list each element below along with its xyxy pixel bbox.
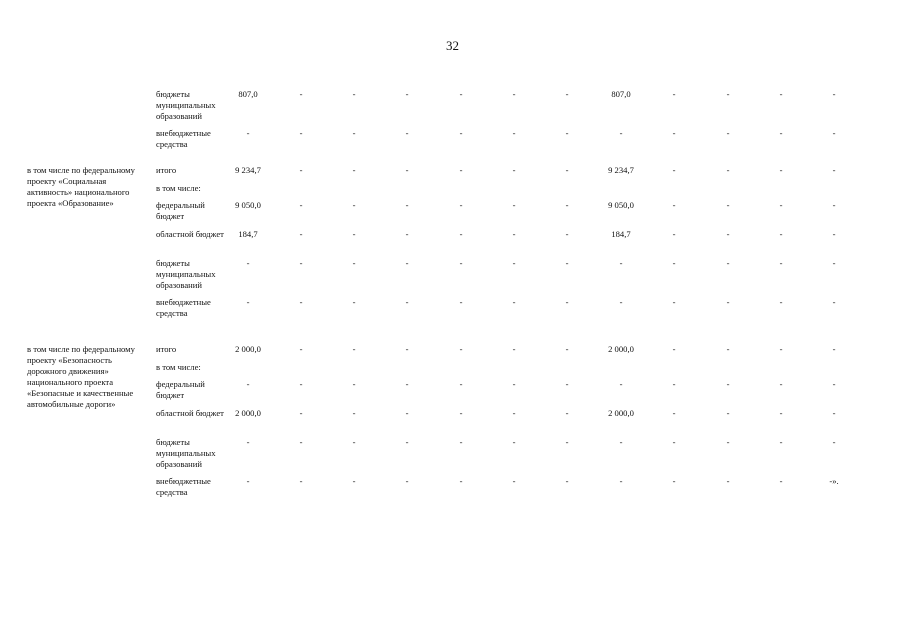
table-cell: - xyxy=(832,128,836,138)
table-cell: - xyxy=(726,379,730,389)
table-cell: - xyxy=(779,89,783,99)
row-label: бюджеты муниципальных образований xyxy=(156,437,216,469)
table-cell: - xyxy=(672,379,676,389)
block-label: в том числе по федеральному проекту «Безопасность дорожного движения» национального проекта «Безопасные и качественные автомобильные дороги» xyxy=(27,344,135,409)
table-cell: - xyxy=(565,165,569,175)
table-cell: 184,7 xyxy=(611,229,631,239)
table-cell: - xyxy=(726,128,730,138)
table-cell: - xyxy=(405,476,409,486)
table-cell: - xyxy=(672,437,676,447)
table-cell: - xyxy=(512,408,516,418)
row-label: итого xyxy=(156,344,177,354)
row-label: внебюджетные средства xyxy=(156,297,211,318)
table-cell: - xyxy=(459,297,463,307)
table-cell: - xyxy=(672,200,676,210)
table-cell: - xyxy=(512,128,516,138)
table-cell: - xyxy=(352,128,356,138)
table-cell: - xyxy=(779,200,783,210)
table-cell: - xyxy=(672,344,676,354)
table-cell: 9 234,7 xyxy=(608,165,634,175)
table-cell: - xyxy=(405,258,409,268)
row-label: итого xyxy=(156,165,177,175)
table-cell: - xyxy=(405,408,409,418)
table-cell: - xyxy=(405,200,409,210)
table-cell: - xyxy=(779,128,783,138)
table-cell: - xyxy=(726,89,730,99)
table-cell: - xyxy=(619,297,623,307)
table-cell: - xyxy=(726,344,730,354)
table-cell: - xyxy=(299,165,303,175)
table-cell: 2 000,0 xyxy=(235,344,261,354)
table-cell: - xyxy=(352,200,356,210)
table-cell: - xyxy=(779,297,783,307)
table-cell: - xyxy=(352,297,356,307)
table-cell: - xyxy=(779,258,783,268)
table-cell: - xyxy=(726,297,730,307)
table-cell: - xyxy=(832,229,836,239)
row-label: федеральный бюджет xyxy=(156,379,205,400)
row-label: областной бюджет xyxy=(156,408,224,418)
row-label: внебюджетные средства xyxy=(156,476,211,497)
row-label: бюджеты муниципальных образований xyxy=(156,258,216,290)
table-cell: - xyxy=(779,229,783,239)
table-cell: - xyxy=(832,165,836,175)
table-cell: - xyxy=(619,437,623,447)
table-cell: - xyxy=(512,297,516,307)
table-cell: - xyxy=(459,200,463,210)
table-cell: - xyxy=(672,476,676,486)
table-cell: - xyxy=(832,344,836,354)
table-cell: - xyxy=(512,200,516,210)
table-cell: - xyxy=(405,437,409,447)
table-cell: - xyxy=(352,379,356,389)
table-cell: - xyxy=(246,437,250,447)
table-cell: - xyxy=(672,297,676,307)
table-cell: - xyxy=(726,200,730,210)
table-cell: - xyxy=(832,89,836,99)
table-cell: - xyxy=(726,476,730,486)
table-cell: - xyxy=(459,258,463,268)
table-cell: - xyxy=(726,229,730,239)
table-cell: - xyxy=(619,379,623,389)
table-cell: - xyxy=(405,128,409,138)
table-cell: - xyxy=(565,297,569,307)
table-cell: 807,0 xyxy=(611,89,631,99)
row-label: внебюджетные средства xyxy=(156,128,211,149)
table-cell: - xyxy=(565,258,569,268)
table-cell: 807,0 xyxy=(238,89,258,99)
block-label: в том числе по федеральному проекту «Социальная активность» национального проекта «Образование» xyxy=(27,165,135,208)
table-cell: 9 050,0 xyxy=(608,200,634,210)
table-cell: - xyxy=(459,229,463,239)
table-cell: - xyxy=(619,476,623,486)
table-cell: - xyxy=(672,165,676,175)
table-cell: - xyxy=(512,379,516,389)
table-cell: - xyxy=(299,476,303,486)
table-cell: - xyxy=(779,437,783,447)
table-cell: - xyxy=(299,200,303,210)
table-cell: - xyxy=(726,258,730,268)
table-cell: - xyxy=(512,476,516,486)
table-cell: - xyxy=(832,437,836,447)
table-cell: 2 000,0 xyxy=(235,408,261,418)
table-cell: - xyxy=(672,89,676,99)
table-cell: - xyxy=(352,476,356,486)
table-cell: - xyxy=(565,408,569,418)
table-cell: - xyxy=(512,229,516,239)
table-cell: - xyxy=(672,408,676,418)
table-cell: - xyxy=(619,258,623,268)
table-cell: - xyxy=(779,165,783,175)
table-cell: - xyxy=(565,229,569,239)
table-cell: - xyxy=(512,89,516,99)
table-cell: - xyxy=(405,379,409,389)
table-cell: - xyxy=(726,165,730,175)
row-label: в том числе: xyxy=(156,362,201,372)
table-cell: - xyxy=(726,408,730,418)
table-cell: - xyxy=(565,200,569,210)
row-label: в том числе: xyxy=(156,183,201,193)
table-cell: - xyxy=(299,437,303,447)
table-cell: - xyxy=(352,437,356,447)
table-cell: - xyxy=(299,229,303,239)
table-cell: - xyxy=(779,379,783,389)
row-label: федеральный бюджет xyxy=(156,200,205,221)
row-label: областной бюджет xyxy=(156,229,224,239)
table-cell: 9 234,7 xyxy=(235,165,261,175)
table-cell: - xyxy=(299,258,303,268)
table-cell: - xyxy=(565,344,569,354)
table-cell: 2 000,0 xyxy=(608,408,634,418)
table-cell: - xyxy=(459,408,463,418)
table-cell: - xyxy=(459,89,463,99)
table-cell: - xyxy=(619,128,623,138)
table-cell: - xyxy=(779,344,783,354)
table-cell: - xyxy=(299,297,303,307)
table-cell: - xyxy=(459,344,463,354)
table-cell: - xyxy=(832,379,836,389)
row-label: бюджеты муниципальных образований xyxy=(156,89,216,121)
table-cell: - xyxy=(299,379,303,389)
table-cell: - xyxy=(779,408,783,418)
table-cell: - xyxy=(299,128,303,138)
page-number: 32 xyxy=(446,38,459,53)
table-cell: - xyxy=(512,258,516,268)
table-cell: - xyxy=(246,258,250,268)
table-cell: - xyxy=(405,229,409,239)
table-cell: - xyxy=(832,258,836,268)
table-cell: - xyxy=(405,165,409,175)
table-cell: - xyxy=(246,476,250,486)
table-cell: - xyxy=(405,89,409,99)
table-cell: - xyxy=(352,165,356,175)
table-cell: 2 000,0 xyxy=(608,344,634,354)
table-cell: 9 050,0 xyxy=(235,200,261,210)
table-cell: - xyxy=(246,297,250,307)
table-cell: - xyxy=(565,128,569,138)
table-cell: - xyxy=(672,229,676,239)
table-cell: - xyxy=(459,128,463,138)
table-cell: - xyxy=(512,165,516,175)
table-cell: - xyxy=(459,165,463,175)
table-cell: - xyxy=(565,379,569,389)
table-cell: - xyxy=(405,344,409,354)
table-cell: - xyxy=(299,344,303,354)
table-cell: - xyxy=(299,408,303,418)
table-cell: - xyxy=(779,476,783,486)
table-cell: - xyxy=(832,297,836,307)
table-cell: - xyxy=(246,379,250,389)
table-cell: - xyxy=(565,476,569,486)
table-cell: - xyxy=(459,476,463,486)
table-cell: - xyxy=(352,229,356,239)
table-cell: - xyxy=(672,128,676,138)
table-cell: - xyxy=(565,437,569,447)
table-cell: - xyxy=(672,258,676,268)
table-cell: - xyxy=(512,344,516,354)
table-cell: - xyxy=(246,128,250,138)
table-cell: - xyxy=(352,258,356,268)
table-cell: - xyxy=(832,408,836,418)
table-cell: - xyxy=(352,344,356,354)
table-cell: - xyxy=(459,379,463,389)
table-cell: -». xyxy=(829,476,839,486)
table-cell: - xyxy=(459,437,463,447)
table-cell: - xyxy=(726,437,730,447)
table-cell: - xyxy=(352,89,356,99)
table-cell: - xyxy=(512,437,516,447)
table-cell: - xyxy=(405,297,409,307)
table-cell: - xyxy=(832,200,836,210)
table-cell: - xyxy=(352,408,356,418)
table-cell: - xyxy=(299,89,303,99)
table-cell: - xyxy=(565,89,569,99)
table-cell: 184,7 xyxy=(238,229,258,239)
